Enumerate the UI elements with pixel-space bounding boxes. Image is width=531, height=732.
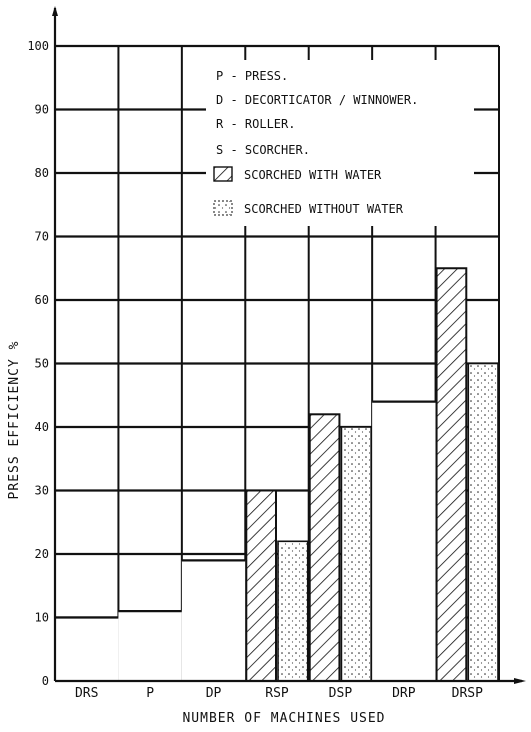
legend: [206, 60, 474, 226]
legend-label-with-water: SCORCHED WITH WATER: [244, 168, 382, 182]
y-tick-label: 60: [34, 293, 49, 307]
x-tick-label-p: P: [146, 686, 155, 701]
x-tick-label-dsp: DSP: [328, 686, 353, 701]
y-tick-label: 50: [34, 356, 49, 371]
y-tick-label: 30: [34, 483, 49, 498]
y-tick-label: 0: [41, 674, 49, 688]
y-axis-arrow: [52, 6, 58, 16]
bar-drp-with-water: [372, 402, 435, 681]
legend-abbrev-scorcher: S - SCORCHER.: [216, 143, 310, 157]
bar-rsp-with-water: [246, 491, 276, 682]
bar-drsp-with-water: [437, 268, 467, 681]
x-tick-label-drsp: DRSP: [451, 686, 483, 701]
y-tick-label: 40: [34, 420, 49, 434]
y-tick-label: 70: [34, 229, 49, 244]
legend-swatch-without-water: [214, 201, 232, 215]
legend-swatch-with-water: [214, 167, 232, 181]
bar-rsp-without-water: [278, 541, 308, 681]
y-tick-label: 80: [34, 166, 49, 180]
x-axis-arrow: [514, 678, 526, 684]
bar-dsp-without-water: [341, 427, 371, 681]
x-tick-label-dp: DP: [205, 686, 222, 701]
x-axis-title: NUMBER OF MACHINES USED: [182, 711, 386, 726]
y-tick-label: 10: [34, 610, 49, 625]
bar-p-with-water: [118, 611, 181, 681]
y-axis-title: PRESS EFFICIENCY %: [7, 340, 22, 500]
bar-drsp-without-water: [468, 364, 498, 682]
y-tick-label: 100: [27, 39, 49, 53]
legend-abbrev-roller: R - ROLLER.: [216, 117, 296, 131]
x-tick-label-drp: DRP: [392, 686, 416, 701]
x-tick-label-rsp: RSP: [265, 686, 289, 701]
bar-dp-with-water: [182, 560, 245, 681]
legend-label-without-water: SCORCHED WITHOUT WATER: [244, 202, 403, 216]
y-tick-label: 90: [34, 102, 49, 117]
bar-layer: [55, 268, 498, 681]
legend-abbrev-decorticator: D - DECORTICATOR / WINNOWER.: [216, 93, 419, 107]
bar-dsp-with-water: [310, 414, 340, 681]
y-tick-label: 20: [34, 547, 49, 561]
bar-drs-with-water: [55, 618, 118, 682]
legend-abbrev-press: P - PRESS.: [216, 69, 289, 83]
x-tick-label-drs: DRS: [74, 686, 99, 701]
